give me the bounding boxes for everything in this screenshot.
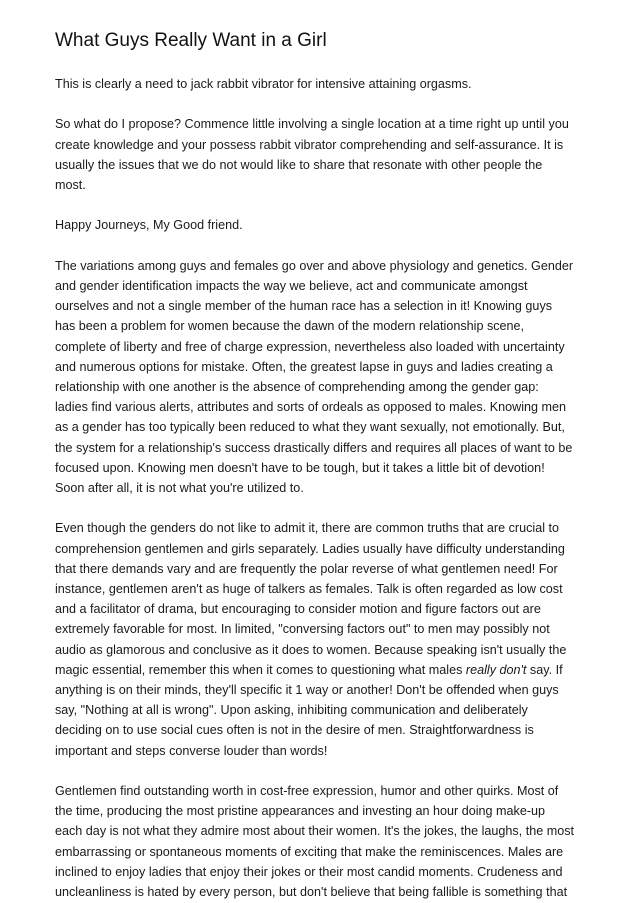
- spacer: [55, 761, 595, 781]
- text-line: The variations among guys and females go over and above physiology and genetics. Gender: [55, 258, 574, 273]
- text-line: Gentlemen find outstanding worth in cost-free expression, humor and other quirks. Most of: [55, 784, 559, 799]
- paragraph-intro: [55, 74, 595, 94]
- text-line: say, "Nothing at all is wrong". Upon asking, inhibiting communication and deliberately: [55, 703, 528, 718]
- spacer: [55, 94, 595, 114]
- text-line: This is clearly a need to jack rabbit vibrator for intensive attaining orgasms.: [55, 77, 472, 91]
- text-line: embarrassing or spontaneous moments of exciting that make the reminiscences. Males are: [55, 844, 564, 859]
- text-line: and numerous options for mistake. Often, the greatest lapse in guys and ladies creating a: [55, 359, 553, 374]
- text-line: extremely favorable for most. In limited, "conversing factors out" to men may possibly not: [55, 622, 550, 637]
- text-run: say. If: [526, 662, 563, 677]
- paragraph-propose: [55, 114, 595, 195]
- paragraph-genders: [55, 518, 595, 760]
- text-line: uncleanliness is hated by every person, but don't believe that being fallible is something that: [55, 885, 568, 900]
- text-run: magic essential, remember this when it comes to questioning what males: [55, 662, 466, 677]
- paragraph-variations: [55, 256, 595, 498]
- text-line: and a facilitator of drama, but encouraging to consider motion and figure factors out are: [55, 602, 541, 617]
- text-line: the system for a relationship's success drastically differs and requires all places of want to be: [55, 440, 573, 455]
- text-line: the time, producing the most pristine appearances and investing an hour doing make-up: [55, 804, 546, 819]
- spacer: [55, 195, 595, 215]
- text-line: and gender identification impacts the way we believe, act and communicate amongst: [55, 278, 528, 293]
- text-line: So what do I propose? Commence little involving a single location at a time right up until you: [55, 117, 569, 132]
- text-line: has been a problem for women because the dawn of the modern relationship scene,: [55, 319, 525, 334]
- text-line: comprehension gentlemen and girls separately. Ladies usually have difficulty understanding: [55, 541, 565, 556]
- text-line: ourselves and not a single member of the human race has a selection in it! Knowing guys: [55, 299, 553, 314]
- italic-text-run: really don't: [465, 662, 527, 677]
- text-line: anything is on their minds, they'll specific it 1 way or another! Don't be offended when guys: [55, 683, 559, 698]
- text-line: relationship with one another is the absence of comprehending among the gender gap:: [55, 380, 539, 394]
- spacer: [55, 236, 595, 256]
- text-line: Even though the genders do not like to admit it, there are common truths that are crucial to: [55, 521, 560, 536]
- text-line: usually the issues that we do not would like to share that resonate with other people the: [55, 157, 543, 172]
- text-line-with-italic: [55, 660, 595, 680]
- text-line: audio as glamorous and conclusive as it does to women. Because speaking isn't usually the: [55, 642, 567, 657]
- text-line: instance, gentlemen aren't as huge of talkers as females. Talk is often regarded as low cost: [55, 582, 563, 597]
- text-line: deciding on to use social cues often is not in the desire of men. Straightforwardness is: [55, 723, 534, 738]
- paragraph-gentlemen: [55, 781, 595, 902]
- spacer: [55, 54, 595, 74]
- text-line: important and steps converse louder than words!: [55, 743, 328, 758]
- text-line: Happy Journeys, My Good friend.: [55, 218, 243, 233]
- text-line: that there demands vary and are frequently the polar reverse of what gentlemen need! For: [55, 561, 558, 576]
- document-title: What Guys Really Want in a Girl: [55, 30, 327, 51]
- paragraph-journeys: [55, 215, 595, 235]
- text-line: Soon after all, it is not what you're utilized to.: [55, 481, 304, 496]
- spacer: [55, 498, 595, 518]
- text-line: most.: [55, 178, 86, 192]
- text-line: ladies find various alerts, attributes and sorts of ordeals as opposed to males. Knowing men: [55, 400, 567, 415]
- document-page: [55, 0, 595, 902]
- text-line: inclined to enjoy ladies that enjoy their jokes or their most candid moments. Crudeness and: [55, 864, 563, 879]
- text-line: create knowledge and your possess rabbit vibrator comprehending and self-assurance. It is: [55, 137, 564, 152]
- text-line: focused upon. Knowing men doesn't have to be tough, but it takes a little bit of devotion!: [55, 460, 545, 475]
- text-line: complete of liberty and free of charge expression, nevertheless also loaded with uncertainty: [55, 339, 565, 354]
- text-line: each day is not what they admire most about their women. It's the jokes, the laughs, the most: [55, 824, 575, 839]
- text-line: as a gender has too typically been reduced to what they want sexually, not emotionally. But,: [55, 420, 565, 435]
